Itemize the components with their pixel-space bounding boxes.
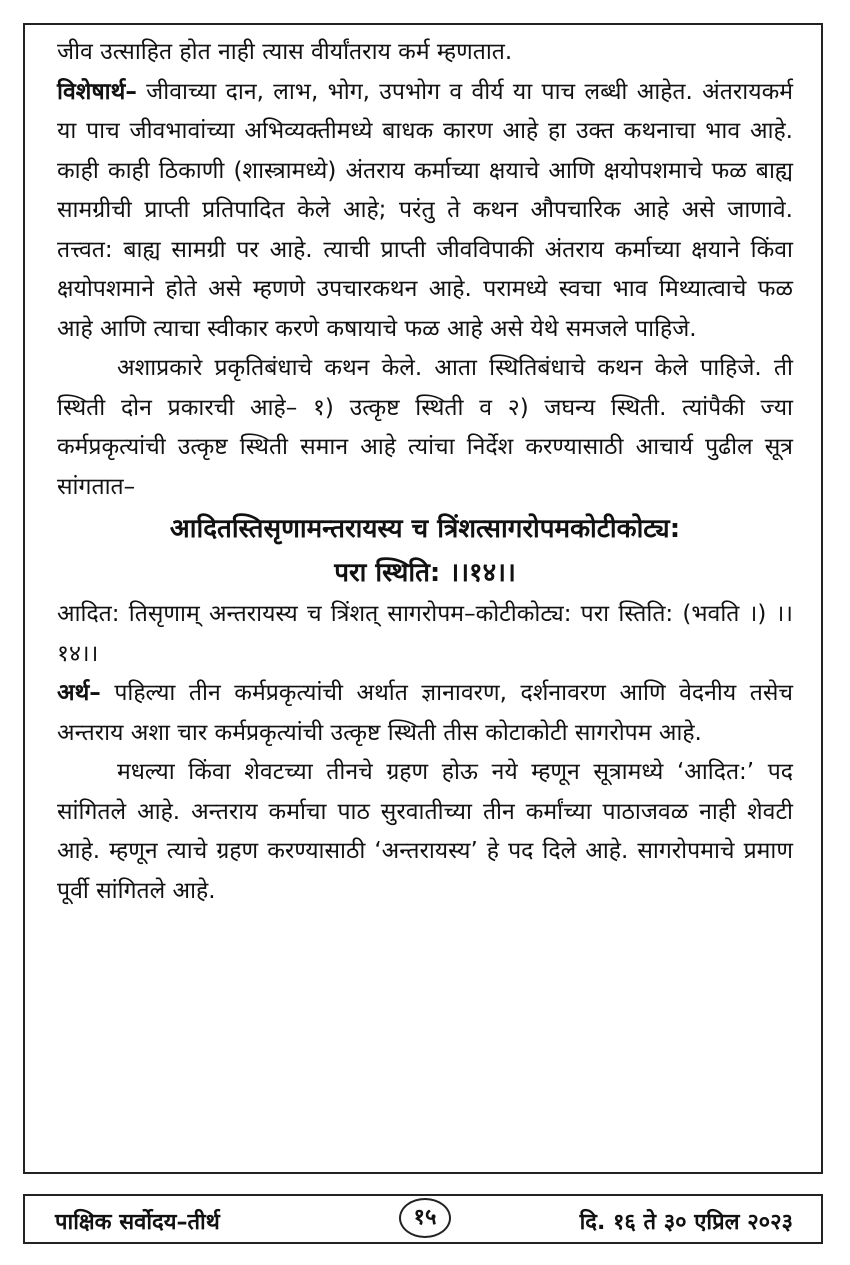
artha-heading: अर्थ– [57,680,101,706]
issue-date: दि. १६ ते ३० एप्रिल २०२३ [579,1210,793,1235]
paragraph-padaccheda: आदित: तिसृणाम् अन्तरायस्य च त्रिंशत् सागरोपम–कोटीकोट्य: परा स्तिति: (भवति ।) ।।१४।। [57,601,793,667]
page-footer [23,1194,823,1244]
publication-name: पाक्षिक सर्वोदय–तीर्थ [55,1210,220,1235]
sutra-line-1: आदितस्तिसृणामन्तरायस्य च त्रिंशत्सागरोपमकोटीकोट्य: [169,514,681,544]
text-body [57,33,793,911]
paragraph-visheshartha [57,73,793,350]
visheshartha-text: जीवाच्या दान, लाभ, भोग, उपभोग व वीर्य या पाच लब्धी आहेत. अंतरायकर्म या पाच जीवभावांच्या अभिव्यक्तीमध्ये बाधक कारण आहे हा उक्त कथनाचा भाव आहे. काही काही ठिकाणी (शास्त्रामध्ये) अंतराय कर्माच्या क्षयाचे आणि क्षयोपशमाचे फळ बाह्य सामग्रीची प्राप्ती प्रतिपादित केले आहे; परंतु ते कथन औपचारिक आहे असे जाणावे. तत्त्वत: बाह्य सामग्री पर आहे. त्याची प्राप्ती जीवविपाकी अंतराय कर्माच्या क्षयाने किंवा क्षयोपशमाने होते असे म्हणणे उपचारकथन आहे. परामध्ये स्वचा भाव मिथ्यात्वाचे फळ आहे आणि त्याचा स्वीकार करणे कषायाचे फळ आहे असे येथे समजले पाहिजे. [57,78,793,342]
visheshartha-heading: विशेषार्थ– [57,78,137,105]
paragraph-artha [57,674,793,753]
artha-text: पहिल्या तीन कर्मप्रकृत्यांची अर्थात ज्ञानावरण, दर्शनावरण आणि वेदनीय तसेच अन्तराय अशा चार कर्मप्रकृत्यांची उत्कृष्ट स्थिती तीस कोटाकोटी सागरोपम आहे. [57,680,793,746]
paragraph-continuation: जीव उत्साहित होत नाही त्यास वीर्यांतराय कर्म म्हणतात. [57,39,513,65]
paragraph-explanation: मधल्या किंवा शेवटच्या तीनचे ग्रहण होऊ नये म्हणून सूत्रामध्ये ‘आदित:’ पद सांगितले आहे. अन्तराय कर्माचा पाठ सुरवातीच्या तीन कर्मांच्या पाठाजवळ नाही शेवटी आहे. म्हणून त्याचे ग्रहण करण्यासाठी ‘अन्तरायस्य’ हे पद दिले आहे. सागरोपमाचे प्रमाण पूर्वी सांगितले आहे. [57,759,793,904]
page-number: १५ [399,1198,451,1238]
paragraph-sthitibandha: अशाप्रकारे प्रकृतिबंधाचे कथन केले. आता स्थितिबंधाचे कथन केले पाहिजे. ती स्थिती दोन प्रकारची आहे– १) उत्कृष्ट स्थिती व २) जघन्य स्थिती. त्यांपैकी ज्या कर्मप्रकृत्यांची उत्कृष्ट स्थिती समान आहे त्यांचा निर्देश करण्यासाठी आचार्य पुढील सूत्र सांगतात– [57,355,793,500]
page-frame [23,23,823,1174]
sutra-line-2: परा स्थिति: ।।१४।। [334,558,516,588]
